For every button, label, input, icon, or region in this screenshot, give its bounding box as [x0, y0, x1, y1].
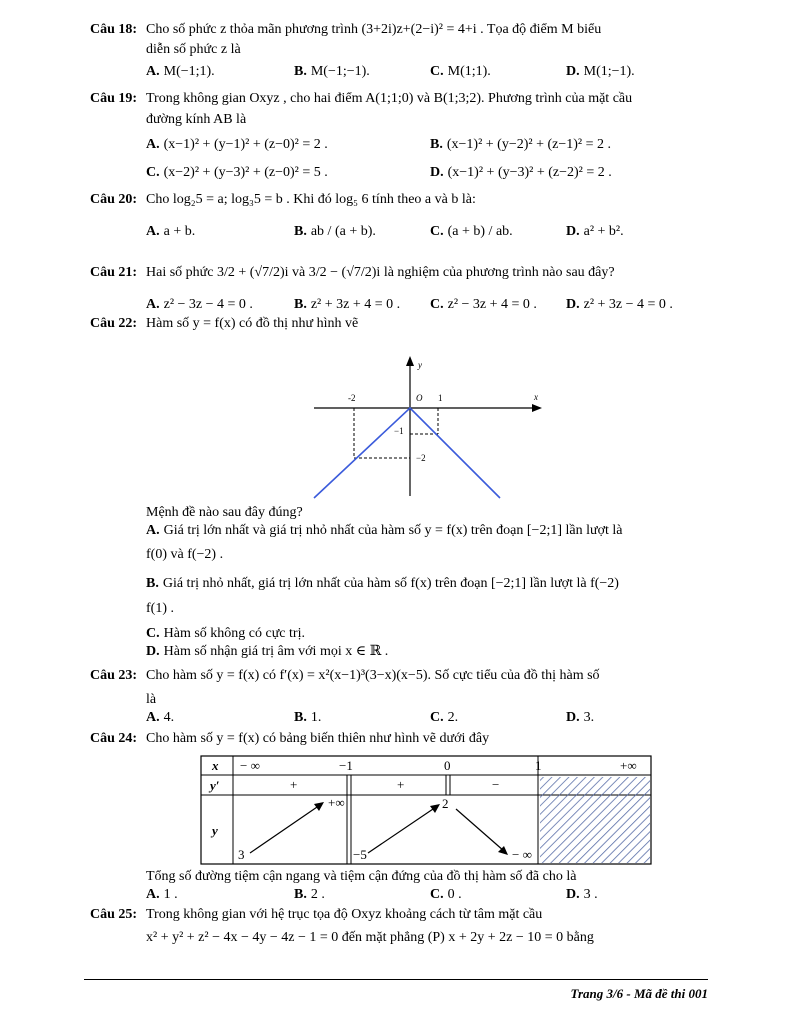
- options-18: [146, 62, 706, 82]
- option-d[interactable]: D. 3.: [566, 710, 595, 725]
- x-value: +∞: [620, 758, 637, 773]
- question-23: [90, 666, 710, 686]
- options-23: [146, 708, 706, 728]
- arrow-up: [368, 807, 436, 853]
- question-text-cont: x² + y² + z² − 4x − 4y − 4z − 1 = 0 đến mặt phẳng (P) x + 2y + 2z − 10 = 0 bằng: [146, 930, 594, 945]
- page-footer: Trang 3/6 - Mã đề thi 001: [570, 986, 708, 1001]
- arrow-up: [250, 805, 320, 853]
- y-value: 2: [442, 796, 449, 811]
- option-d[interactable]: D. M(1;−1).: [566, 64, 635, 79]
- tick-label-1: 1: [438, 393, 443, 403]
- option-a-cont: f(0) và f(−2) .: [146, 547, 224, 562]
- options-19-row1: [146, 135, 706, 155]
- options-21: [146, 295, 706, 315]
- x-value: 1: [535, 758, 542, 773]
- question-24: [90, 729, 710, 749]
- option-b[interactable]: B. ab / (a + b).: [294, 224, 376, 239]
- arrow-up-icon: [430, 804, 440, 813]
- question-text: Cho hàm số y = f(x) có f′(x) = x²(x−1)³(3−x)(x−5). Số cực tiểu của đồ thị hàm số: [146, 668, 600, 683]
- option-c[interactable]: C. (a + b) / ab.: [430, 224, 513, 239]
- x-label: x: [212, 758, 219, 773]
- options-20: [146, 222, 706, 242]
- option-b[interactable]: B. z² + 3z + 4 = 0 .: [294, 297, 401, 312]
- sign: +: [290, 777, 298, 792]
- arrow-down: [456, 809, 504, 851]
- question-label: Câu 20:: [90, 192, 138, 207]
- arrow-up-icon: [314, 802, 324, 811]
- question-label: Câu 22:: [90, 316, 138, 331]
- option-b[interactable]: B. (x−1)² + (y−2)² + (z−1)² = 2 .: [430, 137, 611, 152]
- option-c[interactable]: C. (x−2)² + (y−3)² + (z−0)² = 5 .: [146, 165, 328, 180]
- option-a[interactable]: A. z² − 3z − 4 = 0 .: [146, 297, 253, 312]
- question-25: [90, 905, 710, 925]
- question-label: Câu 24:: [90, 731, 138, 746]
- option-b[interactable]: B. Giá trị nhỏ nhất, giá trị lớn nhất của hàm số f(x) trên đoạn [−2;1] lần lượt là f(−2): [146, 576, 619, 591]
- question-prompt: Mệnh đề nào sau đây đúng?: [146, 505, 303, 520]
- y-value: −5: [353, 847, 367, 862]
- question-text-cont: Tổng số đường tiệm cận ngang và tiệm cận đứng của đồ thị hàm số đã cho là: [146, 869, 577, 884]
- option-c[interactable]: C. Hàm số không có cực trị.: [146, 626, 305, 641]
- option-a[interactable]: A. a + b.: [146, 224, 196, 239]
- option-a[interactable]: A. 1 .: [146, 887, 178, 902]
- question-text-cont: diễn số phức z là: [146, 42, 241, 57]
- options-24: [146, 885, 706, 905]
- question-text-cont: đường kính AB là: [146, 112, 247, 127]
- function-graph: [310, 350, 550, 500]
- question-label: Câu 19:: [90, 91, 138, 106]
- footer-divider: [84, 979, 708, 980]
- sign: −: [492, 777, 500, 792]
- question-text: Cho hàm số y = f(x) có bảng biến thiên như hình vẽ dưới đây: [146, 731, 490, 746]
- y-axis-arrow-icon: [406, 356, 414, 366]
- question-text: Cho log₂5 = a; log₃5 = b . Khi đó log₅ 6 tính theo a và b là:: [146, 192, 476, 207]
- option-b[interactable]: B. 2 .: [294, 887, 325, 902]
- yp-label: y′: [210, 778, 220, 793]
- question-22: [90, 314, 710, 334]
- option-c[interactable]: C. 0 .: [430, 887, 462, 902]
- option-a[interactable]: A. (x−1)² + (y−1)² + (z−0)² = 2 .: [146, 137, 328, 152]
- option-d[interactable]: D. Hàm số nhận giá trị âm với mọi x ∈ ℝ .: [146, 644, 389, 659]
- options-19-row2: [146, 163, 706, 183]
- question-19: [90, 89, 710, 109]
- question-label: Câu 25:: [90, 907, 138, 922]
- question-text: Trong không gian Oxyz , cho hai điểm A(1;1;0) và B(1;3;2). Phương trình của mặt cầu: [146, 91, 633, 106]
- question-20: [90, 190, 710, 210]
- question-text-cont: là: [146, 692, 157, 707]
- tick-label-neg2: -2: [348, 393, 356, 403]
- tick-label-yneg2: −2: [416, 453, 426, 463]
- option-b-cont: f(1) .: [146, 601, 174, 616]
- option-d[interactable]: D. z² + 3z − 4 = 0 .: [566, 297, 673, 312]
- x-value: 0: [444, 758, 451, 773]
- question-text: Cho số phức z thỏa mãn phương trình (3+2i)z+(2−i)² = 4+i . Tọa độ điểm M biểu: [146, 22, 602, 37]
- axis-y-label: y: [418, 360, 422, 370]
- y-value: − ∞: [512, 847, 532, 862]
- option-b[interactable]: B. M(−1;−1).: [294, 64, 370, 79]
- option-d[interactable]: D. a² + b².: [566, 224, 624, 239]
- variation-table: [200, 755, 654, 867]
- question-text: Hàm số y = f(x) có đồ thị như hình vẽ: [146, 316, 359, 331]
- origin-label: O: [416, 393, 423, 403]
- option-c[interactable]: C. 2.: [430, 710, 459, 725]
- option-a[interactable]: A. Giá trị lớn nhất và giá trị nhỏ nhất của hàm số y = f(x) trên đoạn [−2;1] lần lượt là: [146, 523, 623, 538]
- x-value: −1: [339, 758, 353, 773]
- option-c[interactable]: C. M(1;1).: [430, 64, 491, 79]
- question-text: Hai số phức 3/2 + (√7/2)i và 3/2 − (√7/2)i là nghiệm của phương trình nào sau đây?: [146, 265, 615, 280]
- y-value: +∞: [328, 795, 345, 810]
- option-d[interactable]: D. 3 .: [566, 887, 598, 902]
- x-axis-arrow-icon: [532, 404, 542, 412]
- option-d[interactable]: D. (x−1)² + (y−3)² + (z−2)² = 2 .: [430, 165, 612, 180]
- x-value: − ∞: [240, 758, 260, 773]
- question-18: [90, 20, 710, 40]
- question-label: Câu 21:: [90, 265, 138, 280]
- tick-label-neg1: −1: [394, 426, 404, 436]
- option-a[interactable]: A. 4.: [146, 710, 175, 725]
- hatched-region: [540, 777, 650, 863]
- question-label: Câu 23:: [90, 668, 138, 683]
- option-a[interactable]: A. M(−1;1).: [146, 64, 215, 79]
- question-text: Trong không gian với hệ trục tọa độ Oxyz khoảng cách từ tâm mặt cầu: [146, 907, 543, 922]
- axis-x-label: x: [534, 392, 538, 402]
- question-21: [90, 263, 710, 283]
- option-b[interactable]: B. 1.: [294, 710, 322, 725]
- sign: +: [397, 777, 405, 792]
- y-label: y: [212, 823, 218, 838]
- option-c[interactable]: C. z² − 3z + 4 = 0 .: [430, 297, 537, 312]
- question-label: Câu 18:: [90, 22, 138, 37]
- graph-curve: [314, 408, 500, 498]
- y-value: 3: [238, 847, 245, 862]
